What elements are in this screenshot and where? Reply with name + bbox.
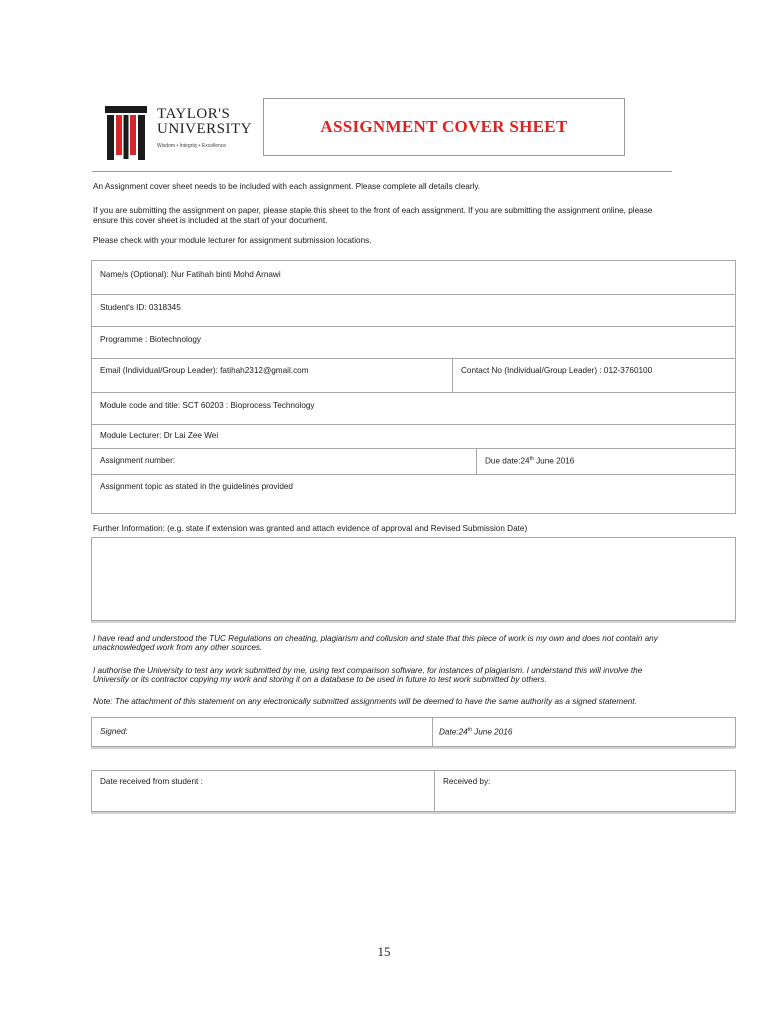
lecturer-field[interactable]: Module Lecturer: Dr Lai Zee Wei — [100, 431, 219, 440]
row-topic — [92, 475, 735, 513]
further-info-label: Further Information: (e.g. state if extension was granted and attach evidence of approval and Revised Submission Date) — [93, 524, 528, 533]
received-by-cell — [434, 771, 737, 811]
email-field[interactable]: Email (Individual/Group Leader): fatihah2312@gmail.com — [100, 366, 309, 375]
student-id-field[interactable]: Student's ID: 0318345 — [100, 303, 181, 312]
declaration-paragraph-2: I authorise the University to test any work submitted by me, using text comparison software, for instances of plagiarism. I understand this will involve the University or its contractor copying my work and storing it on a database to be used in future to test work submitted by others. — [93, 666, 643, 684]
due-date-field[interactable]: Due date:24th June 2016 — [485, 456, 575, 466]
programme-field[interactable]: Programme : Biotechnology — [100, 335, 202, 344]
due-date-cell — [476, 449, 737, 474]
row-names — [92, 261, 735, 295]
office-use-table — [91, 770, 736, 812]
page-number: 15 — [377, 944, 391, 959]
row-email-contact — [92, 359, 735, 393]
declaration-note — [93, 697, 683, 707]
header-divider — [92, 171, 672, 172]
received-by-field[interactable]: Received by: — [443, 777, 491, 786]
logo-wordmark-line2: UNIVERSITY — [157, 121, 252, 137]
title-box — [263, 98, 625, 156]
university-logo — [104, 104, 264, 160]
student-details-table — [91, 260, 736, 514]
row-programme — [92, 327, 735, 359]
contact-field[interactable]: Contact No (Individual/Group Leader) : 012-3760100 — [461, 366, 653, 375]
intro-paragraph-1: An Assignment cover sheet needs to be included with each assignment. Please complete all details clearly. — [93, 182, 481, 191]
date-received-field[interactable]: Date received from student : — [100, 777, 203, 786]
intro-paragraph-3: Please check with your module lecturer for assignment submission locations. — [93, 236, 372, 245]
logo-tagline: Wisdom • Integrity • Excellence — [157, 143, 227, 149]
contact-cell — [452, 359, 737, 392]
intro-paragraph-2: If you are submitting the assignment on paper, please staple this sheet to the front of each assignment. If you are submitting the assignment online, please ensure this cover sheet is included at the start of your document. — [93, 206, 653, 225]
signature-table — [91, 717, 736, 747]
row-student-id — [92, 295, 735, 327]
row-lecturer — [92, 425, 735, 449]
taylors-shield-icon — [104, 104, 148, 160]
further-info-box[interactable] — [91, 537, 736, 621]
names-field[interactable]: Name/s (Optional): Nur Fatihah binti Mohd Arnawi — [100, 270, 281, 279]
row-module — [92, 393, 735, 425]
assignment-number-field[interactable]: Assignment number: — [100, 456, 176, 465]
note-label: Note: — [93, 697, 113, 706]
declaration-paragraph-1: I have read and understood the TUC Regulations on cheating, plagiarism and collusion and state that this piece of work is my own and does not contain any unacknowledged work from any other sources. — [93, 634, 658, 652]
topic-field[interactable]: Assignment topic as stated in the guidelines provided — [100, 482, 293, 491]
logo-wordmark-line1: TAYLOR'S — [157, 106, 231, 122]
row-assignment-due — [92, 449, 735, 475]
module-field[interactable]: Module code and title: SCT 60203 : Bioprocess Technology — [100, 401, 315, 410]
note-text: The attachment of this statement on any electronically submitted assignments will be deemed to have the same authority as a signed statement. — [112, 697, 637, 706]
page-title: ASSIGNMENT COVER SHEET — [320, 117, 568, 136]
signature-date-field[interactable]: Date:24th June 2016 — [439, 727, 513, 737]
signed-field[interactable]: Signed: — [100, 727, 128, 736]
signature-date-cell — [432, 718, 737, 746]
